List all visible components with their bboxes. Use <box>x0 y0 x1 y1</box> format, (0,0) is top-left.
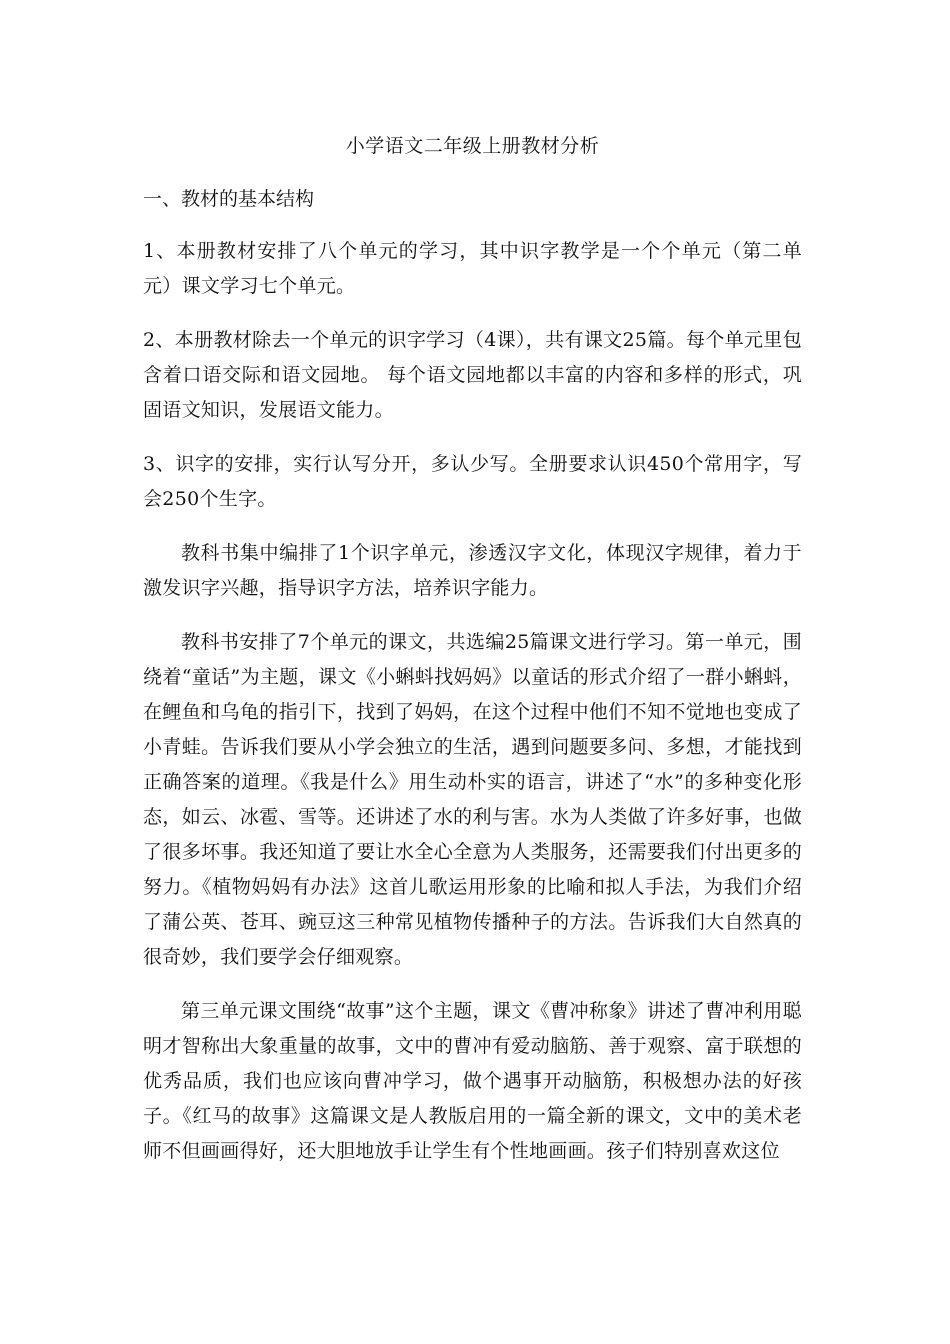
paragraph-1: 1、本册教材安排了八个单元的学习，其中识字教学是一个个单元（第二单元）课文学习七个单元。 <box>143 240 802 297</box>
paragraph-6: 第三单元课文围绕“故事”这个主题，课文《曹冲称象》讲述了曹冲利用聪明才智称出大象重量的故事，文中的曹冲有爱动脑筋、善于观察、富于联想的优秀品质，我们也应该向曹冲学习，做个遇事开动脑筋，积极想办法的好孩子。《红马的故事》这篇课文是人教版启用的一篇全新的课文，文中的美术老师不但画画得好，还大胆地放手让学生有个性地画画。孩子们特别喜欢这位 <box>143 1000 802 1162</box>
paragraph-3: 3、识字的安排，实行认写分开，多认少写。全册要求认识450个常用字，写会250个生字。 <box>143 453 802 510</box>
paragraph-4: 教科书集中编排了1个识字单元，渗透汉字文化，体现汉字规律，着力于激发识字兴趣，指导识字方法，培养识字能力。 <box>143 542 802 599</box>
document-title: 小学语文二年级上册教材分析 <box>345 135 600 157</box>
paragraph-5: 教科书安排了7个单元的课文，共选编25篇课文进行学习。第一单元，围绕着“童话”为主题，课文《小蝌蚪找妈妈》以童话的形式介绍了一群小蝌蚪，在鲤鱼和乌龟的指引下，找到了妈妈，在这个过程中他们不知不觉地也变成了小青蛙。告诉我们要从小学会独立的生活，遇到问题要多问、多想，才能找到正确答案的道理。《我是什么》用生动朴实的语言，讲述了“水”的多种变化形态，如云、冰雹、雪等。还讲述了水的利与害。水为人类做了许多好事，也做了很多坏事。我还知道了要让水全心全意为人类服务，还需要我们付出更多的努力。《植物妈妈有办法》这首儿歌运用形象的比喻和拟人手法，为我们介绍了蒲公英、苍耳、豌豆这三种常见植物传播种子的方法。告诉我们大自然真的很奇妙，我们要学会仔细观察。 <box>143 631 802 968</box>
section-heading: 一、教材的基本结构 <box>143 188 315 210</box>
paragraph-2: 2、本册教材除去一个单元的识字学习（4课），共有课文25篇。每个单元里包含着口语交际和语文园地。 每个语文园地都以丰富的内容和多样的形式，巩固语文知识，发展语文能力。 <box>143 329 802 421</box>
